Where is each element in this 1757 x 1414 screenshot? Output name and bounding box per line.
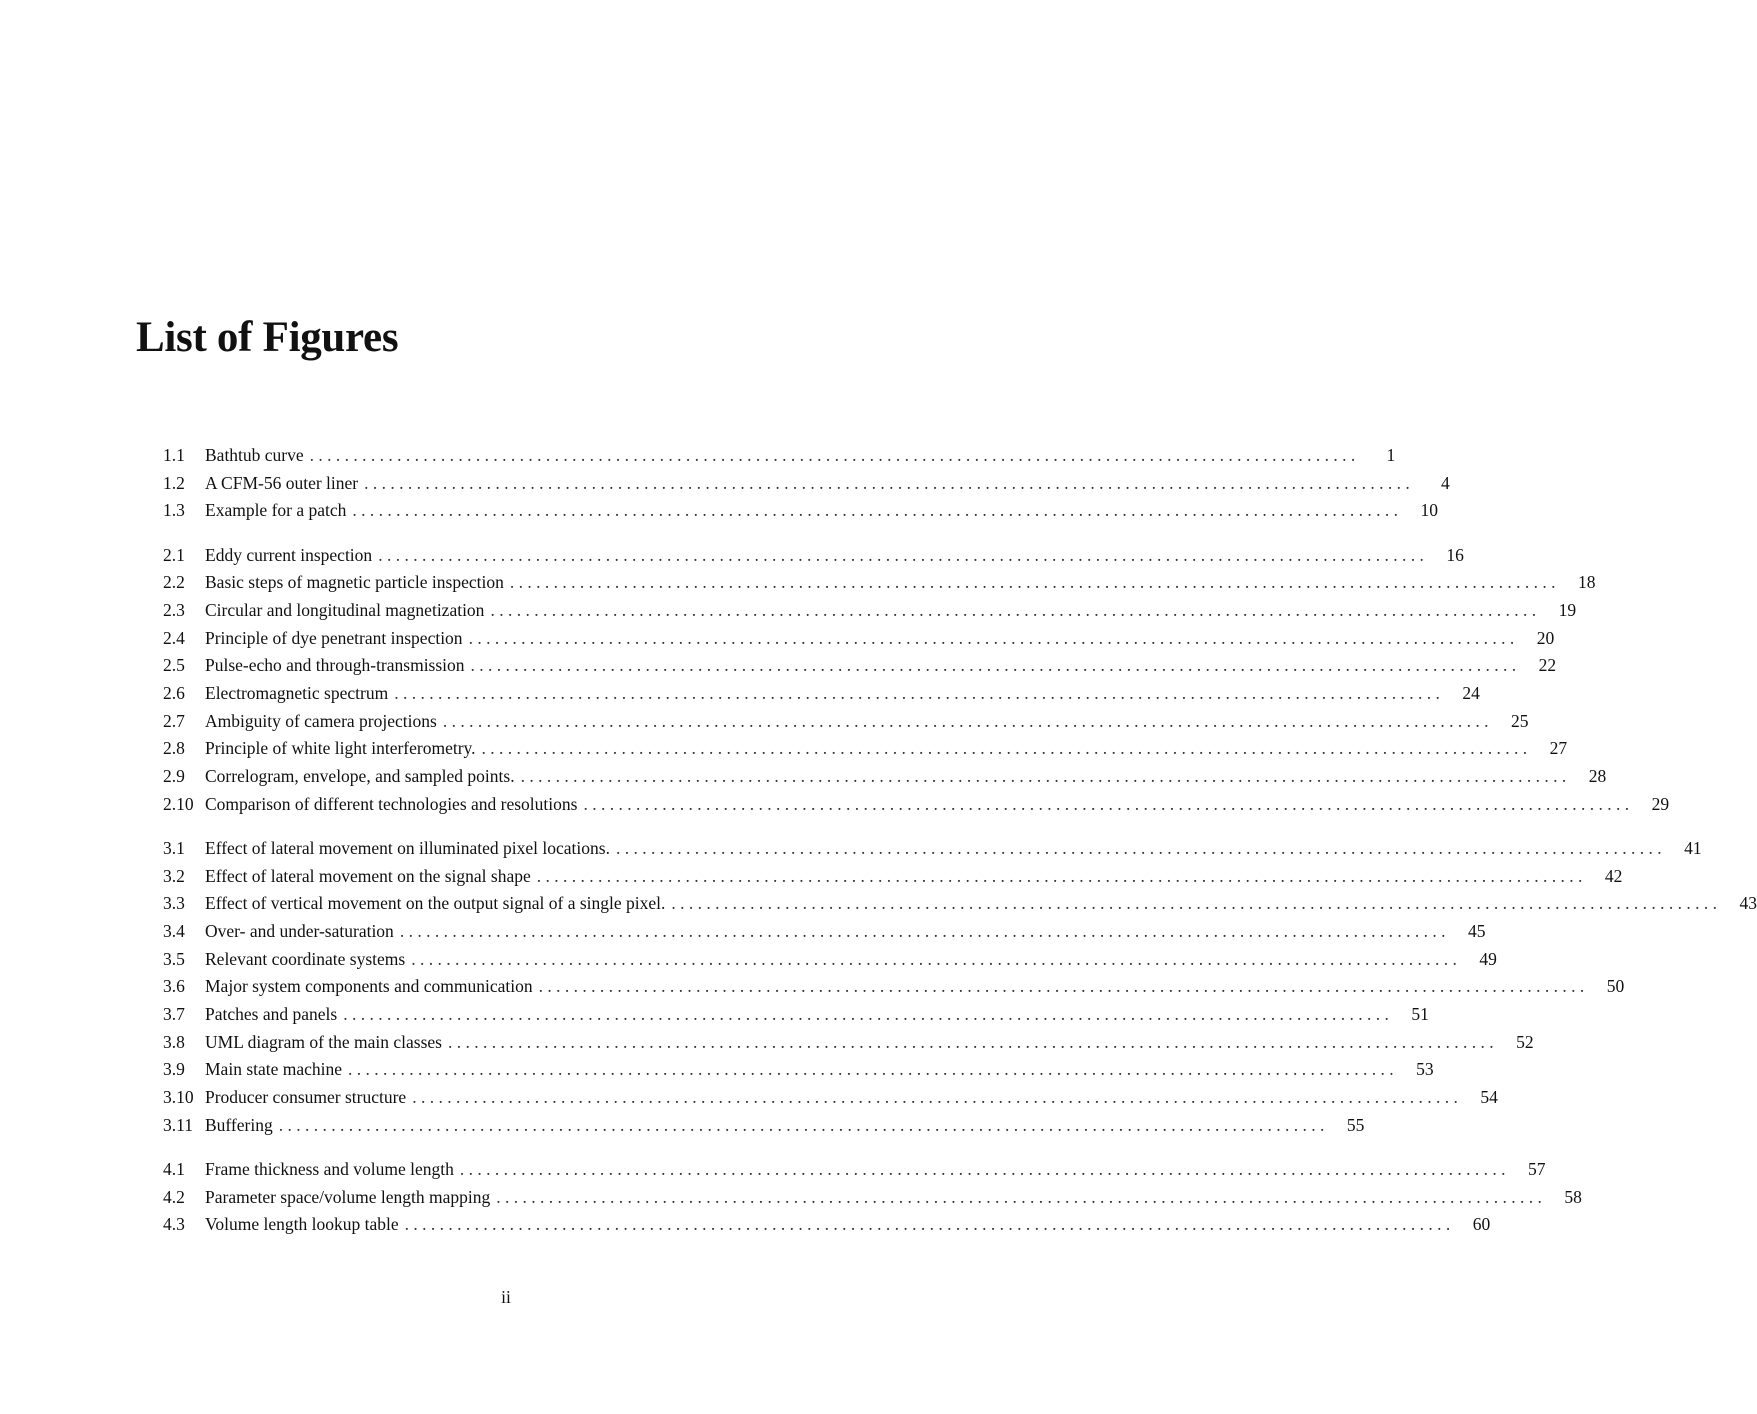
figure-title: Effect of lateral movement on the signal shape [205,865,531,886]
figure-title: A CFM-56 outer liner [205,472,359,493]
figure-number: 3.3 [163,893,185,914]
figure-entry[interactable] [163,973,1625,1001]
dot-leader: . . . . . . . . . . . . . . . . . . . . . . . . . . . . . . . . . . . . . . . . . . . . . . . . . . . . . . . . . . . . . . . . . . . . . . . . . . . . . . . . . . . . . . . . . . . . . . . . . . . . . . . . . . . . . . . . . . . . . . . . [412,1087,1458,1108]
figure-number: 2.4 [163,627,185,648]
figure-entry[interactable] [163,497,1439,525]
figure-number: 1.3 [163,500,185,521]
figure-number: 3.4 [163,921,185,941]
figure-page-number: 43 [1739,893,1757,914]
figure-title: Major system components and communication [205,976,533,997]
figure-entry[interactable] [163,597,1577,625]
figure-number: 3.1 [163,837,185,858]
dot-leader: . . . . . . . . . . . . . . . . . . . . . . . . . . . . . . . . . . . . . . . . . . . . . . . . . . . . . . . . . . . . . . . . . . . . . . . . . . . . . . . . . . . . . . . . . . . . . . . . . . . . . . . . . . . . . . . . . . . . . . . . [481,738,1528,759]
figure-entry[interactable] [163,835,1702,863]
figure-title: Correlogram, envelope, and sampled points. [205,766,515,787]
figure-number: 2.7 [163,710,185,731]
figure-entry[interactable] [163,625,1555,653]
figure-entry[interactable] [163,569,1596,597]
figure-group [163,1156,1582,1239]
figure-number: 2.10 [163,793,194,814]
figure-title: Effect of lateral movement on illuminated pixel locations. [205,837,610,858]
figure-title: Frame thickness and volume length [205,1159,454,1179]
list-of-figures [163,442,1757,1239]
dot-leader: . . . . . . . . . . . . . . . . . . . . . . . . . . . . . . . . . . . . . . . . . . . . . . . . . . . . . . . . . . . . . . . . . . . . . . . . . . . . . . . . . . . . . . . . . . . . . . . . . . . . . . . . . . . . . . . . . . . . . . . . [309,445,1356,465]
dot-leader: . . . . . . . . . . . . . . . . . . . . . . . . . . . . . . . . . . . . . . . . . . . . . . . . . . . . . . . . . . . . . . . . . . . . . . . . . . . . . . . . . . . . . . . . . . . . . . . . . . . . . . . . . . . . . . . . . . . . . . . . [411,948,1457,969]
figure-number: 3.7 [163,1004,185,1025]
figure-title: Patches and panels [205,1004,338,1025]
figure-title: Volume length lookup table [205,1214,399,1235]
figure-page-number: 18 [1578,572,1596,593]
dot-leader: . . . . . . . . . . . . . . . . . . . . . . . . . . . . . . . . . . . . . . . . . . . . . . . . . . . . . . . . . . . . . . . . . . . . . . . . . . . . . . . . . . . . . . . . . . . . . . . . . . . . . . . . . . . . . . . . . . . . . . . . [459,1159,1506,1179]
figure-page-number: 25 [1510,710,1529,731]
figure-title: Circular and longitudinal magnetization [205,599,485,620]
figure-number: 3.8 [163,1031,185,1052]
figure-page-number: 55 [1346,1114,1365,1135]
dot-leader: . . . . . . . . . . . . . . . . . . . . . . . . . . . . . . . . . . . . . . . . . . . . . . . . . . . . . . . . . . . . . . . . . . . . . . . . . . . . . . . . . . . . . . . . . . . . . . . . . . . . . . . . . . . . . . . . . . . . . . . . [615,837,1662,858]
figure-title: Comparison of different technologies and resolutions [205,793,578,814]
figure-page-number: 1 [1386,445,1396,465]
figure-page-number: 49 [1479,948,1497,969]
figure-title: Principle of white light interferometry. [205,738,476,759]
dot-leader: . . . . . . . . . . . . . . . . . . . . . . . . . . . . . . . . . . . . . . . . . . . . . . . . . . . . . . . . . . . . . . . . . . . . . . . . . . . . . . . . . . . . . . . . . . . . . . . . . . . . . . . . . . . . . . . . . . . . . . . . [538,976,1585,997]
figure-entry[interactable] [163,946,1497,974]
figure-page-number: 27 [1549,738,1568,759]
figure-page-number: 52 [1516,1031,1534,1052]
figure-number: 4.2 [163,1186,185,1207]
dot-leader: . . . . . . . . . . . . . . . . . . . . . . . . . . . . . . . . . . . . . . . . . . . . . . . . . . . . . . . . . . . . . . . . . . . . . . . . . . . . . . . . . . . . . . . . . . . . . . . . . . . . . . . . . . . . . . . . . . . . . . . . [583,793,1630,814]
figure-number: 1.2 [163,472,185,493]
figure-number: 4.1 [163,1159,185,1179]
figure-entry[interactable] [163,1084,1498,1112]
dot-leader: . . . . . . . . . . . . . . . . . . . . . . . . . . . . . . . . . . . . . . . . . . . . . . . . . . . . . . . . . . . . . . . . . . . . . . . . . . . . . . . . . . . . . . . . . . . . . . . . . . . . . . . . . . . . . . . . . . . . . . . . [509,572,1556,593]
dot-leader: . . . . . . . . . . . . . . . . . . . . . . . . . . . . . . . . . . . . . . . . . . . . . . . . . . . . . . . . . . . . . . . . . . . . . . . . . . . . . . . . . . . . . . . . . . . . . . . . . . . . . . . . . . . . . . . . . . . . . . . . [352,500,1399,521]
figure-title: Pulse-echo and through-transmission [205,655,465,676]
figure-page-number: 16 [1446,544,1464,565]
figure-entry[interactable] [163,763,1607,791]
figure-entry[interactable] [163,791,1670,819]
figure-page-number: 57 [1527,1159,1546,1179]
figure-entry[interactable] [163,1001,1429,1029]
dot-leader: . . . . . . . . . . . . . . . . . . . . . . . . . . . . . . . . . . . . . . . . . . . . . . . . . . . . . . . . . . . . . . . . . . . . . . . . . . . . . . . . . . . . . . . . . . . . . . . . . . . . . . . . . . . . . . . . . . . . . . . . [343,1004,1389,1025]
figure-entry[interactable] [163,890,1757,918]
figure-title: Ambiguity of camera projections [205,710,437,731]
figure-page-number: 24 [1462,683,1480,703]
figure-number: 2.5 [163,655,185,676]
figure-entry[interactable] [163,542,1464,570]
figure-page-number: 58 [1564,1186,1582,1207]
figure-title: Relevant coordinate systems [205,948,406,969]
figure-title: Eddy current inspection [205,544,373,565]
figure-number: 3.10 [163,1087,194,1108]
figure-page-number: 29 [1651,793,1670,814]
dot-leader: . . . . . . . . . . . . . . . . . . . . . . . . . . . . . . . . . . . . . . . . . . . . . . . . . . . . . . . . . . . . . . . . . . . . . . . . . . . . . . . . . . . . . . . . . . . . . . . . . . . . . . . . . . . . . . . . . . . . . . . . [278,1114,1325,1135]
figure-page-number: 28 [1588,766,1607,787]
figure-entry[interactable] [163,1029,1534,1057]
figure-title: Buffering [205,1114,273,1135]
figure-entry[interactable] [163,1112,1365,1140]
dot-leader: . . . . . . . . . . . . . . . . . . . . . . . . . . . . . . . . . . . . . . . . . . . . . . . . . . . . . . . . . . . . . . . . . . . . . . . . . . . . . . . . . . . . . . . . . . . . . . . . . . . . . . . . . . . . . . . . . . . . . . . . [536,865,1583,886]
figure-page-number: 41 [1684,837,1702,858]
figure-number: 2.1 [163,544,185,565]
dot-leader: . . . . . . . . . . . . . . . . . . . . . . . . . . . . . . . . . . . . . . . . . . . . . . . . . . . . . . . . . . . . . . . . . . . . . . . . . . . . . . . . . . . . . . . . . . . . . . . . . . . . . . . . . . . . . . . . . . . . . . . . [671,893,1718,914]
figure-title: UML diagram of the main classes [205,1031,442,1052]
dot-leader: . . . . . . . . . . . . . . . . . . . . . . . . . . . . . . . . . . . . . . . . . . . . . . . . . . . . . . . . . . . . . . . . . . . . . . . . . . . . . . . . . . . . . . . . . . . . . . . . . . . . . . . . . . . . . . . . . . . . . . . . [404,1214,1451,1235]
figure-title: Example for a patch [205,500,347,521]
page-number: ii [501,1287,511,1307]
figure-page-number: 4 [1441,472,1450,493]
dot-leader: . . . . . . . . . . . . . . . . . . . . . . . . . . . . . . . . . . . . . . . . . . . . . . . . . . . . . . . . . . . . . . . . . . . . . . . . . . . . . . . . . . . . . . . . . . . . . . . . . . . . . . . . . . . . . . . . . . . . . . . . [348,1059,1394,1080]
page-title: List of Figures [136,314,399,361]
figure-page-number: 50 [1606,976,1625,997]
dot-leader: . . . . . . . . . . . . . . . . . . . . . . . . . . . . . . . . . . . . . . . . . . . . . . . . . . . . . . . . . . . . . . . . . . . . . . . . . . . . . . . . . . . . . . . . . . . . . . . . . . . . . . . . . . . . . . . . . . . . . . . . [442,710,1489,731]
figure-number: 2.3 [163,599,185,620]
figure-number: 3.11 [163,1114,193,1135]
dot-leader: . . . . . . . . . . . . . . . . . . . . . . . . . . . . . . . . . . . . . . . . . . . . . . . . . . . . . . . . . . . . . . . . . . . . . . . . . . . . . . . . . . . . . . . . . . . . . . . . . . . . . . . . . . . . . . . . . . . . . . . . [490,599,1537,620]
figure-page-number: 60 [1472,1214,1491,1235]
dot-leader: . . . . . . . . . . . . . . . . . . . . . . . . . . . . . . . . . . . . . . . . . . . . . . . . . . . . . . . . . . . . . . . . . . . . . . . . . . . . . . . . . . . . . . . . . . . . . . . . . . . . . . . . . . . . . . . . . . . . . . . . [394,683,1440,703]
figure-group [163,542,1670,819]
figure-entry[interactable] [163,918,1486,946]
dot-leader: . . . . . . . . . . . . . . . . . . . . . . . . . . . . . . . . . . . . . . . . . . . . . . . . . . . . . . . . . . . . . . . . . . . . . . . . . . . . . . . . . . . . . . . . . . . . . . . . . . . . . . . . . . . . . . . . . . . . . . . . [364,472,1410,493]
figure-title: Electromagnetic spectrum [205,683,389,703]
figure-page-number: 20 [1536,627,1555,648]
figure-entry[interactable] [163,1156,1546,1184]
figure-page-number: 45 [1467,921,1486,941]
figure-page-number: 53 [1416,1059,1434,1080]
figure-number: 2.2 [163,572,185,593]
figure-entry[interactable] [163,735,1568,763]
figure-entry[interactable] [163,442,1396,470]
figure-title: Basic steps of magnetic particle inspection [205,572,504,593]
figure-entry[interactable] [163,1056,1434,1084]
dot-leader: . . . . . . . . . . . . . . . . . . . . . . . . . . . . . . . . . . . . . . . . . . . . . . . . . . . . . . . . . . . . . . . . . . . . . . . . . . . . . . . . . . . . . . . . . . . . . . . . . . . . . . . . . . . . . . . . . . . . . . . . [496,1186,1542,1207]
figure-number: 3.5 [163,948,185,969]
figure-number: 4.3 [163,1214,185,1235]
figure-entry[interactable] [163,470,1450,498]
figure-title: Over- and under-saturation [205,921,394,941]
figure-page-number: 10 [1420,500,1439,521]
figure-title: Effect of vertical movement on the output signal of a single pixel. [205,893,666,914]
figure-title: Producer consumer structure [205,1087,407,1108]
figure-page-number: 42 [1604,865,1623,886]
dot-leader: . . . . . . . . . . . . . . . . . . . . . . . . . . . . . . . . . . . . . . . . . . . . . . . . . . . . . . . . . . . . . . . . . . . . . . . . . . . . . . . . . . . . . . . . . . . . . . . . . . . . . . . . . . . . . . . . . . . . . . . . [448,1031,1494,1052]
figure-entry[interactable] [163,1184,1582,1212]
figure-page-number: 54 [1480,1087,1498,1108]
figure-number: 2.6 [163,683,185,703]
figure-number: 2.9 [163,766,185,787]
figure-title: Principle of dye penetrant inspection [205,627,463,648]
dot-leader: . . . . . . . . . . . . . . . . . . . . . . . . . . . . . . . . . . . . . . . . . . . . . . . . . . . . . . . . . . . . . . . . . . . . . . . . . . . . . . . . . . . . . . . . . . . . . . . . . . . . . . . . . . . . . . . . . . . . . . . . [378,544,1424,565]
figure-entry[interactable] [163,652,1557,680]
dot-leader: . . . . . . . . . . . . . . . . . . . . . . . . . . . . . . . . . . . . . . . . . . . . . . . . . . . . . . . . . . . . . . . . . . . . . . . . . . . . . . . . . . . . . . . . . . . . . . . . . . . . . . . . . . . . . . . . . . . . . . . . [520,766,1567,787]
figure-number: 3.2 [163,865,185,886]
figure-number: 2.8 [163,738,185,759]
dot-leader: . . . . . . . . . . . . . . . . . . . . . . . . . . . . . . . . . . . . . . . . . . . . . . . . . . . . . . . . . . . . . . . . . . . . . . . . . . . . . . . . . . . . . . . . . . . . . . . . . . . . . . . . . . . . . . . . . . . . . . . . [399,921,1446,941]
figure-entry[interactable] [163,863,1623,891]
figure-number: 3.6 [163,976,185,997]
figure-number: 3.9 [163,1059,185,1080]
figure-entry[interactable] [163,680,1480,708]
figure-title: Bathtub curve [205,445,304,465]
figure-page-number: 19 [1558,599,1577,620]
figure-group [163,835,1757,1140]
figure-page-number: 51 [1411,1004,1429,1025]
dot-leader: . . . . . . . . . . . . . . . . . . . . . . . . . . . . . . . . . . . . . . . . . . . . . . . . . . . . . . . . . . . . . . . . . . . . . . . . . . . . . . . . . . . . . . . . . . . . . . . . . . . . . . . . . . . . . . . . . . . . . . . . [468,627,1515,648]
figure-number: 1.1 [163,445,185,465]
figure-group [163,442,1450,525]
figure-entry[interactable] [163,708,1529,736]
figure-title: Parameter space/volume length mapping [205,1186,491,1207]
figure-entry[interactable] [163,1211,1491,1239]
figure-title: Main state machine [205,1059,343,1080]
dot-leader: . . . . . . . . . . . . . . . . . . . . . . . . . . . . . . . . . . . . . . . . . . . . . . . . . . . . . . . . . . . . . . . . . . . . . . . . . . . . . . . . . . . . . . . . . . . . . . . . . . . . . . . . . . . . . . . . . . . . . . . . [470,655,1517,676]
figure-page-number: 22 [1538,655,1557,676]
